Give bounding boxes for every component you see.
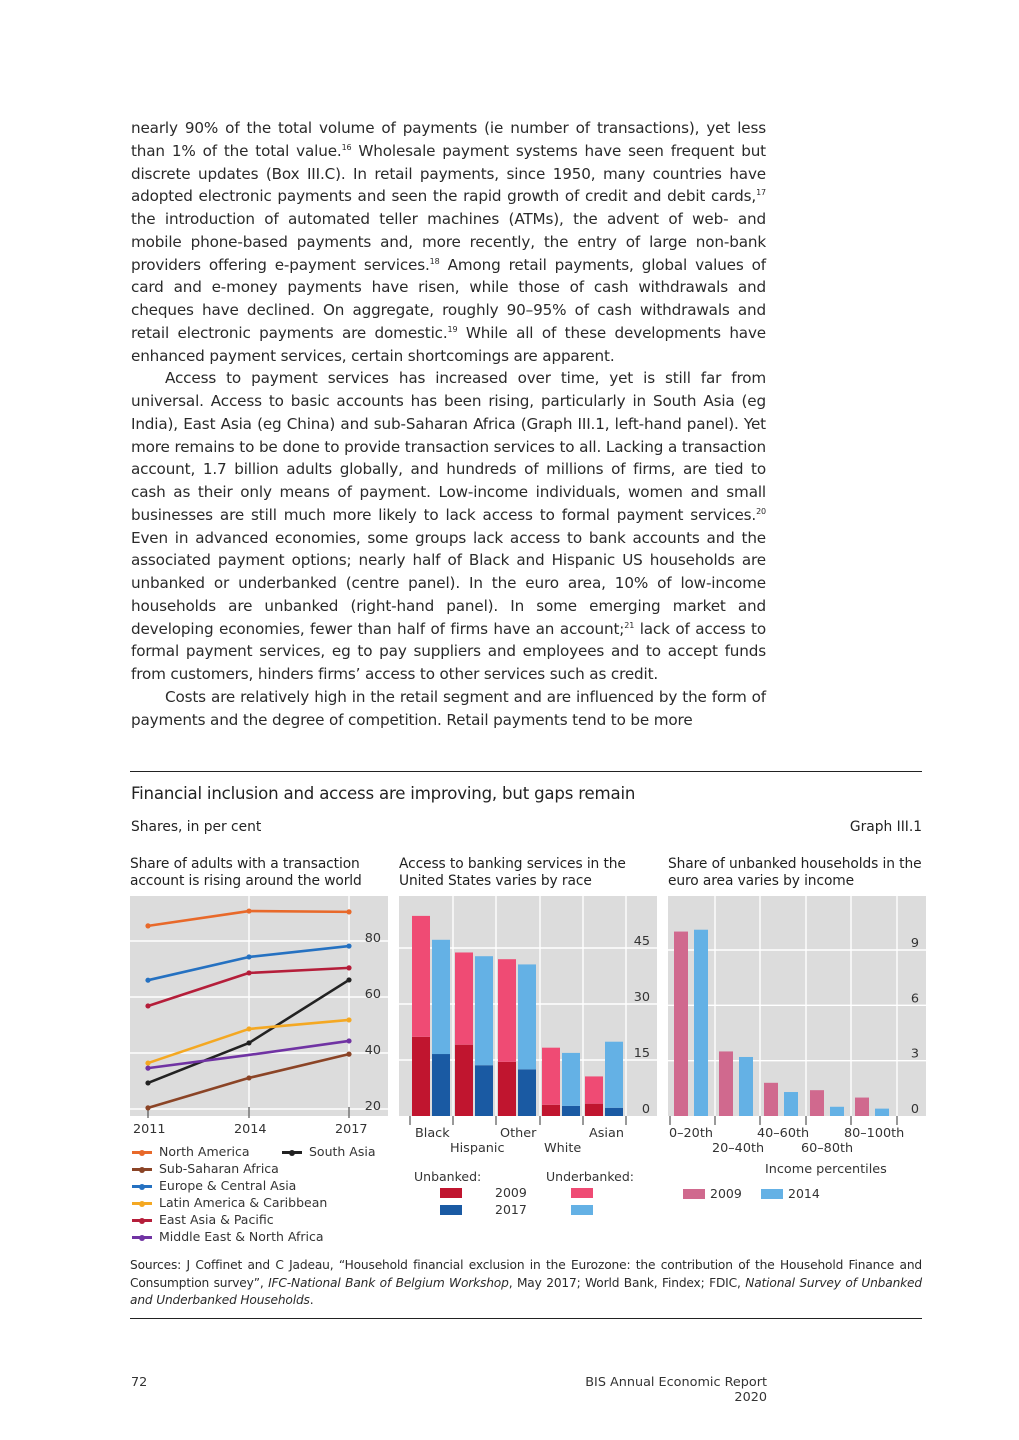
graph-bottom-rule: [130, 1318, 922, 1319]
panel-title: [668, 856, 926, 890]
x-label: 2017: [335, 1122, 368, 1137]
footnote-ref: 20: [756, 506, 766, 516]
line-chart-legend: [132, 1143, 390, 1243]
body-text: [131, 117, 766, 731]
svg-text:40: 40: [364, 1043, 381, 1058]
panel-title: [399, 856, 657, 890]
swatch-unbanked-2017: [440, 1205, 462, 1215]
svg-text:80: 80: [364, 931, 381, 946]
graph-subtitle: Shares, in per cent: [131, 819, 262, 835]
x-label: Asian: [589, 1126, 624, 1141]
panel-title-line: United States varies by race: [399, 873, 592, 889]
legend-label: Middle East & North Africa: [159, 1229, 324, 1244]
legend-year-2017: 2017: [495, 1202, 527, 1217]
legend-line-icon: [132, 1185, 152, 1188]
x-axis-title: Income percentiles: [765, 1162, 887, 1177]
swatch-2014: [761, 1189, 783, 1199]
svg-text:9: 9: [910, 936, 919, 951]
svg-text:0: 0: [641, 1102, 650, 1117]
legend-line-icon: [132, 1151, 152, 1154]
x-label: 80–100th: [844, 1126, 905, 1141]
legend-item-sub-saharan-africa: [132, 1160, 279, 1177]
legend-line-icon: [132, 1219, 152, 1222]
legend-label: Latin America & Caribbean: [159, 1195, 328, 1210]
body-paragraph: Costs are relatively high in the retail segment and are influenced by the form of payments and the degree of competition. Retail payments tend to be more: [131, 687, 766, 729]
panel-title-line: Share of unbanked households in the: [668, 856, 922, 872]
body-paragraph: Access to payment services has increased over time, yet is still far from universal. Access to basic accounts has been rising, particularly in South Asia (eg India), East Asia (eg China) and sub-Saharan Africa (Graph III.1, left-hand panel). Yet more remains to be done to provide transaction services to all. Lacking a transaction account, 1.7 billion adults globally, and hundreds of millions of firms, are tied to cash as their only means of payment. Low-income individuals, women and small businesses are still much more likely to lack access to formal payment services.$^{20}$ Even in advanced economies, some groups lack access to bank accounts and the associated payment options; nearly half of Black and Hispanic US households are unbanked or underbanked (centre panel). In the euro area, 10% of low-income households are unbanked (right-hand panel). In some emerging market and developing economies, fewer than half of firms have an account;$^{21}$ lack of access to formal payment services, eg to pay suppliers and employees and to accept funds from customers, hinders firms’ access to other services such as credit.: [131, 369, 766, 683]
panel-title-line: Access to banking services in the: [399, 856, 626, 872]
legend-line-icon: [132, 1168, 152, 1171]
panel-title-line: Share of adults with a transaction: [130, 856, 360, 872]
legend-label-2014: 2014: [788, 1186, 820, 1201]
svg-text:0: 0: [910, 1102, 919, 1117]
legend-label: Europe & Central Asia: [159, 1178, 297, 1193]
legend-item-north-america: [132, 1143, 250, 1160]
x-label: Hispanic: [450, 1141, 505, 1156]
bar-chart-legend: [668, 1185, 926, 1205]
x-label: 20–40th: [712, 1141, 765, 1156]
grouped-bar-chart-svg: [668, 896, 926, 1118]
legend-heading-unbanked: Unbanked:: [414, 1169, 482, 1184]
footnote-ref: 17: [756, 188, 766, 198]
footnote-ref: 16: [341, 142, 352, 152]
graph-title: Financial inclusion and access are improving, but gaps remain: [131, 784, 636, 803]
x-label: 0–20th: [669, 1126, 713, 1141]
legend-heading-underbanked: Underbanked:: [546, 1169, 634, 1184]
legend-line-icon: [132, 1236, 152, 1239]
legend-label: Sub-Saharan Africa: [159, 1161, 279, 1176]
panel-euro-unbanked-by-income: [668, 856, 926, 1201]
graph-top-rule: [130, 771, 922, 772]
svg-text:3: 3: [910, 1046, 919, 1062]
x-label: 2014: [234, 1122, 267, 1137]
stacked-bar-chart-svg: [399, 896, 657, 1118]
x-label: 2011: [133, 1122, 166, 1137]
footnote-ref: 21: [624, 620, 635, 630]
legend-item-south-asia: [282, 1143, 376, 1160]
panel-us-banking-by-race: [399, 856, 657, 1217]
grouped-bar-chart: [668, 896, 926, 1118]
swatch-unbanked-2009: [440, 1188, 462, 1198]
legend-item-east-asia-pacific: [132, 1211, 274, 1228]
footnote-ref: 18: [429, 256, 440, 266]
graph-number: Graph III.1: [849, 819, 922, 835]
graph-III-1: [130, 771, 922, 1244]
panel-title-line: account is rising around the world: [130, 873, 362, 889]
x-label: White: [544, 1141, 582, 1156]
sources-note: Sources: J Coffinet and C Jadeau, “Household financial exclusion in the Eurozone: the contribution of the Household Finance and Consumption survey”, IFC-National Bank of Belgium Workshop, May 2017; World Bank, Findex; FDIC, National Survey of Unbanked and Underbanked Households.: [130, 1258, 922, 1307]
swatch-underbanked-2009: [571, 1188, 593, 1198]
svg-text:30: 30: [633, 990, 650, 1005]
svg-text:60: 60: [364, 987, 381, 1002]
panel-title-line: euro area varies by income: [668, 873, 855, 889]
svg-text:45: 45: [633, 934, 650, 949]
legend-item-middle-east: [132, 1228, 324, 1245]
stacked-bar-chart: [399, 896, 657, 1118]
swatch-2009: [683, 1189, 705, 1199]
bar-chart-legend: [399, 1168, 657, 1228]
panel-transaction-accounts: [130, 856, 388, 1244]
legend-line-icon: [132, 1202, 152, 1205]
line-chart: [130, 896, 388, 1118]
legend-label-2009: 2009: [710, 1186, 742, 1201]
panel-title: [130, 856, 388, 890]
legend-item-europe-central-asia: [132, 1177, 296, 1194]
svg-text:6: 6: [910, 991, 919, 1007]
legend-line-icon: [282, 1151, 302, 1154]
x-label: 40–60th: [757, 1126, 810, 1141]
line-chart-svg: [130, 896, 388, 1118]
x-label: Black: [415, 1126, 450, 1141]
legend-item-latin-america: [132, 1194, 327, 1211]
legend-label: North America: [159, 1144, 250, 1159]
body-paragraph: nearly 90% of the total volume of payments (ie number of transactions), yet less than 1% of the total value.$^{16}$ Wholesale payment systems have seen frequent but discrete updates (Box III.C). In retail payments, since 1950, many countries have adopted electronic payments and seen the rapid growth of credit and debit cards,$^{17}$ the introduction of automated teller machines (ATMs), the advent of web- and mobile phone-based payments and, more recently, the entry of large non-bank providers offering e-payment services.$^{18}$ Among retail payments, global values of card and e-money payments have risen, while those of cash withdrawals and cheques have declined. On aggregate, roughly 90–95% of cash withdrawals and retail electronic payments are domestic.$^{19}$ While all of these developments have enhanced payment services, certain shortcomings are apparent.: [131, 119, 766, 365]
svg-text:20: 20: [364, 1099, 381, 1114]
legend-label: East Asia & Pacific: [159, 1212, 274, 1227]
x-label: Other: [500, 1126, 537, 1141]
swatch-underbanked-2017: [571, 1205, 593, 1215]
footnote-ref: 19: [447, 324, 458, 334]
publication-title: BIS Annual Economic Report 2020: [585, 1375, 767, 1405]
svg-text:15: 15: [633, 1046, 650, 1061]
page-number: 72: [131, 1375, 148, 1390]
legend-label: South Asia: [309, 1144, 376, 1159]
x-label: 60–80th: [801, 1141, 854, 1156]
legend-year-2009: 2009: [495, 1185, 527, 1200]
